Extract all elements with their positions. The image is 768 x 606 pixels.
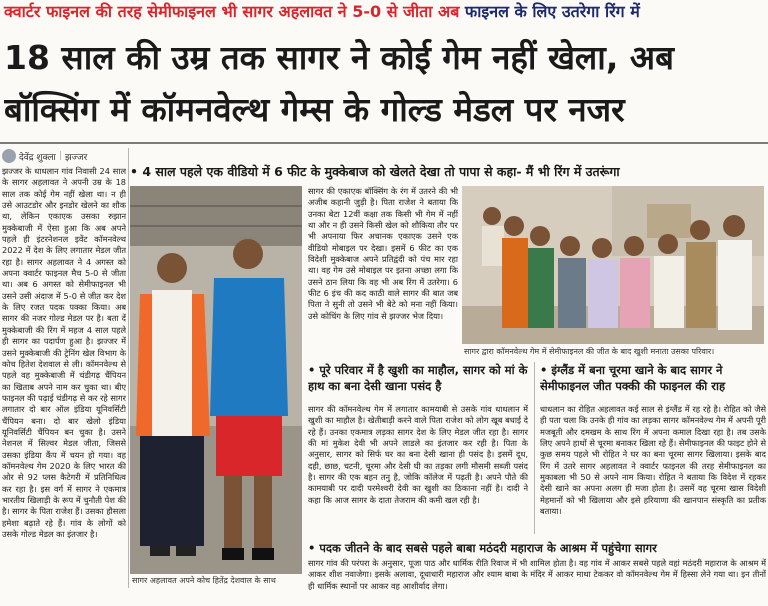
photo-family-celebrating-illustration — [462, 186, 764, 344]
article-column-1: झज्जर के धाधलान गांव निवासी 24 साल के सागर अहलावत ने अपनी उम्र के 18 साल तक कोई गेम नहीं खेला था। न ही उसे आउटडोर और इनडोर खेलने का शौक था, लेकिन एकाएक उसका रुझान मुक्केबाजी में ऐसा हुआ कि अब अपने पहले ही इंटरनेशनल इवेंट कॉमनवेल्थ 2022 में देश के लिए लगातार मेडल जीत रहा है। सागर अहलावत ने 4 अगस्त को अपना क्वार्टर फाइनल मैच 5-0 से जीता था। अब 6 अगस्त को सेमीफाइनल भी उसने उसी अंदाज में 5-0 से जीत कर देश के लिए रजत पदक पक्का किया। अब सागर की नजर गोल्ड मेडल पर है। बता दें मुक्केबाजी की रिंग में महज 4 साल पहले ही सागर का पदार्पण हुआ है। झज्जर में उसने मुक्केबाजी की ट्रेनिंग खेल विभाग के कोच हितेश देशवाल से ली। कॉमनवेल्थ से पहले वह मुक्केबाजी में चंडीगढ़ चैंपियन का खिताब अपने नाम कर चुका था। बीए फाइनल की पढ़ाई चंडीगढ़ से कर रहे सागर लगातार दो बार ऑल इंडिया यूनिवर्सिटी चैंपियन बना। दो बार खेलो इंडिया यूनिवर्सिटी चैंपियन बन चुका है। उसने नेशनल में सिल्वर मेडल जीता, जिससे उसका इंडिया कैंप में चयन हो गया। वह कॉमनवेल्थ गेम 2020 के लिए भारत की ओर से 92 प्लस कैटेगरी में प्रतिनिधित्व कर रहा है। इस वर्ग में सागर ने एकमात्र भारतीय खिलाड़ी के रूप में चुनौती पेश की है। सागर के पिता राजेश हैं। उसका हौसला हमेशा बढ़ाते रहे हैं। गांव के लोगों को उसके गोल्ड मेडल का इंतजार है। — [2, 166, 126, 539]
headline-divider — [0, 142, 768, 144]
kicker-red-text: क्वार्टर फाइनल की तरह सेमीफाइनल भी सागर अहलावत ने 5-0 से जीता अब — [4, 2, 460, 21]
byline — [2, 148, 130, 164]
photo-family-celebrating — [462, 186, 764, 344]
subhead-ashram: • पदक जीतने के बाद सबसे पहले बाबा मठंदरी महाराज के आश्रम में पहुंचेगा सागर — [308, 541, 657, 555]
column-divider — [128, 148, 129, 588]
photo1-caption: सागर अहलावत अपने कोच हितेंद्र देशवाल के साथ — [132, 576, 276, 585]
photo-sagar-with-coach-illustration — [130, 186, 302, 574]
byline-separator: | — [58, 151, 62, 161]
article-column-2: सागर की एकाएक बॉक्सिंग के रंग में उतरने की भी अजीब कहानी जुड़ी है। पिता राजेश ने बताया कि उनका बेटा 12वीं कक्षा तक किसी भी गेम में नहीं था और न ही उसने किसी खेल को शौकिया तौर पर भी अपनाया फिर अचानक एकाएक उसने एक वीडियो मोबाइल पर देखा। इसमें 6 फीट का एक विदेशी मुक्केबाज अपने प्रतिद्वंदी को पंच मार रहा था। वह गेम उसे मोबाइल पर इतना अच्छा लगा कि उसने ठान लिया कि वह भी अब रिंग में उतरेगा। 6 फीट 6 इंच की कद काठी वाले सागर की बात जब पिता ने सुनी तो उसने भी बेटे को मना नहीं किया। उसे कोचिंग के लिए गांव से झज्जर भेज दिया। — [308, 186, 458, 321]
article-column-4: धाधलान का रोहित अहलावत कई साल से इंग्लैंड में रह रहे है। रोहित को जैसे ही पता चला कि उनके ही गांव का लड़का सागर कॉमनवेल्थ गेम में अपनी पूरी मजबूती और दमखम के साथ रिंग में अपना कमाल दिखा रहा है। तब उसके लिए अपने हाथों से चूरमा बनाकर खिला रहे हैं। सेमीफाइनल की फाइट होने से कुछ समय पहले भी रोहित ने घर का बना चूरमा सागर खिलाया। इसके बाद रिंग में उतरे सागर अहलावत ने क्वार्टर फाइनल की तरह सेमीफाइनल का मुकाबला भी 50 से अपने नाम किया। रोहित ने बताया कि विदेश में रहकर देसी खाने का अपना अलग ही मजा होता है। उसमें वह चूरमा खास विदेशी मेहमानों को भी खिलाया और इसे हरियाणा की खानपान संस्कृति का प्रतीक बताया। — [540, 404, 766, 517]
photo-sagar-with-coach — [130, 186, 302, 574]
photo2-caption: सागर द्वारा कॉमनवेल्थ गेम में सेमीफाइनल की जीत के बाद खुशी मनाता उसका परिवार। — [464, 347, 715, 356]
subhead-top: • 4 साल पहले एक वीडियो में 6 फीट के मुक्केबाज को खेलते देखा तो पापा से कहा- मैं भी रिंग में उतरूंगा — [130, 164, 620, 179]
article-column-3: सागर की कॉमनवेल्थ गेम में लगातार कामयाबी से उसके गांव धाधलान में खुशी का माहौल है। खेतीबाड़ी करने वाले पिता राजेश को लोग खूब बधाई दे रहे हैं। उनका एकमात्र लड़का सागर देश के लिए मेडल जीत रहा है। सागर की मां मुकेश देवी भी अपने लाडले का इंतजार कर रही है। पिता के अनुसार, सागर को सिर्फ घर का बना देसी खाना ही पसंद है। इसमें दूध, दही, छाछ, चटनी, चूरमा और देसी घी का तड़का लगी मौसमी सब्जी पसंद है। सागर की एक बहन तनु है, जोकि कॉलेज में पढ़ती है। अपने पौते की कामयाबी पर दादी परमेश्वरी देवी का खुशी का ठिकाना नहीं है। दादी ने कहा कि आज सागर के दाता तेजराम की कमी खल रही है। — [308, 404, 528, 505]
article-column-5: सागर गांव की परंपरा के अनुसार, पूजा पाठ और धार्मिक रीति रिवाज में भी शामिल होता है। वह गांव में आकर सबसे पहले वहां मठंदरी महाराज के आश्रम में आकर शीश नवाजेगा। इसके अलावा, दूधाधारी महाराज और श्याम बाबा के मंदिर में आकर माथा टेककर वो कॉमनवेल्थ गेम में हिस्सा लेने गया था। इन तीनों ही धार्मिक स्थानों पर आकर वह आशीर्वाद लेगा। — [308, 558, 766, 591]
subhead-family: • पूरे परिवार में है खुशी का माहौल, सागर को मां के हाथ का बना देसी खाना पसंद है — [308, 363, 528, 393]
headline-line-2: बॉक्सिंग में कॉमनवेल्थ गेम्स के गोल्ड मेडल पर नजर — [4, 90, 625, 129]
headline-line-1: 18 साल की उम्र तक सागर ने कोई गेम नहीं खेला, अब — [4, 38, 674, 77]
subhead-churma: • इंग्लैंड में बना चूरमा खाने के बाद सागर ने सेमीफाइनल जीत पक्की की फाइनल की राह — [540, 363, 726, 393]
author-avatar — [2, 149, 16, 163]
byline-city: झज्जर — [64, 152, 88, 163]
author-name: देवेंद्र शुक्ला — [19, 152, 56, 163]
kicker-line — [0, 0, 768, 22]
kicker-dark-text: फाइनल के लिए उतरेगा रिंग में — [464, 2, 640, 21]
column-divider — [534, 362, 535, 534]
